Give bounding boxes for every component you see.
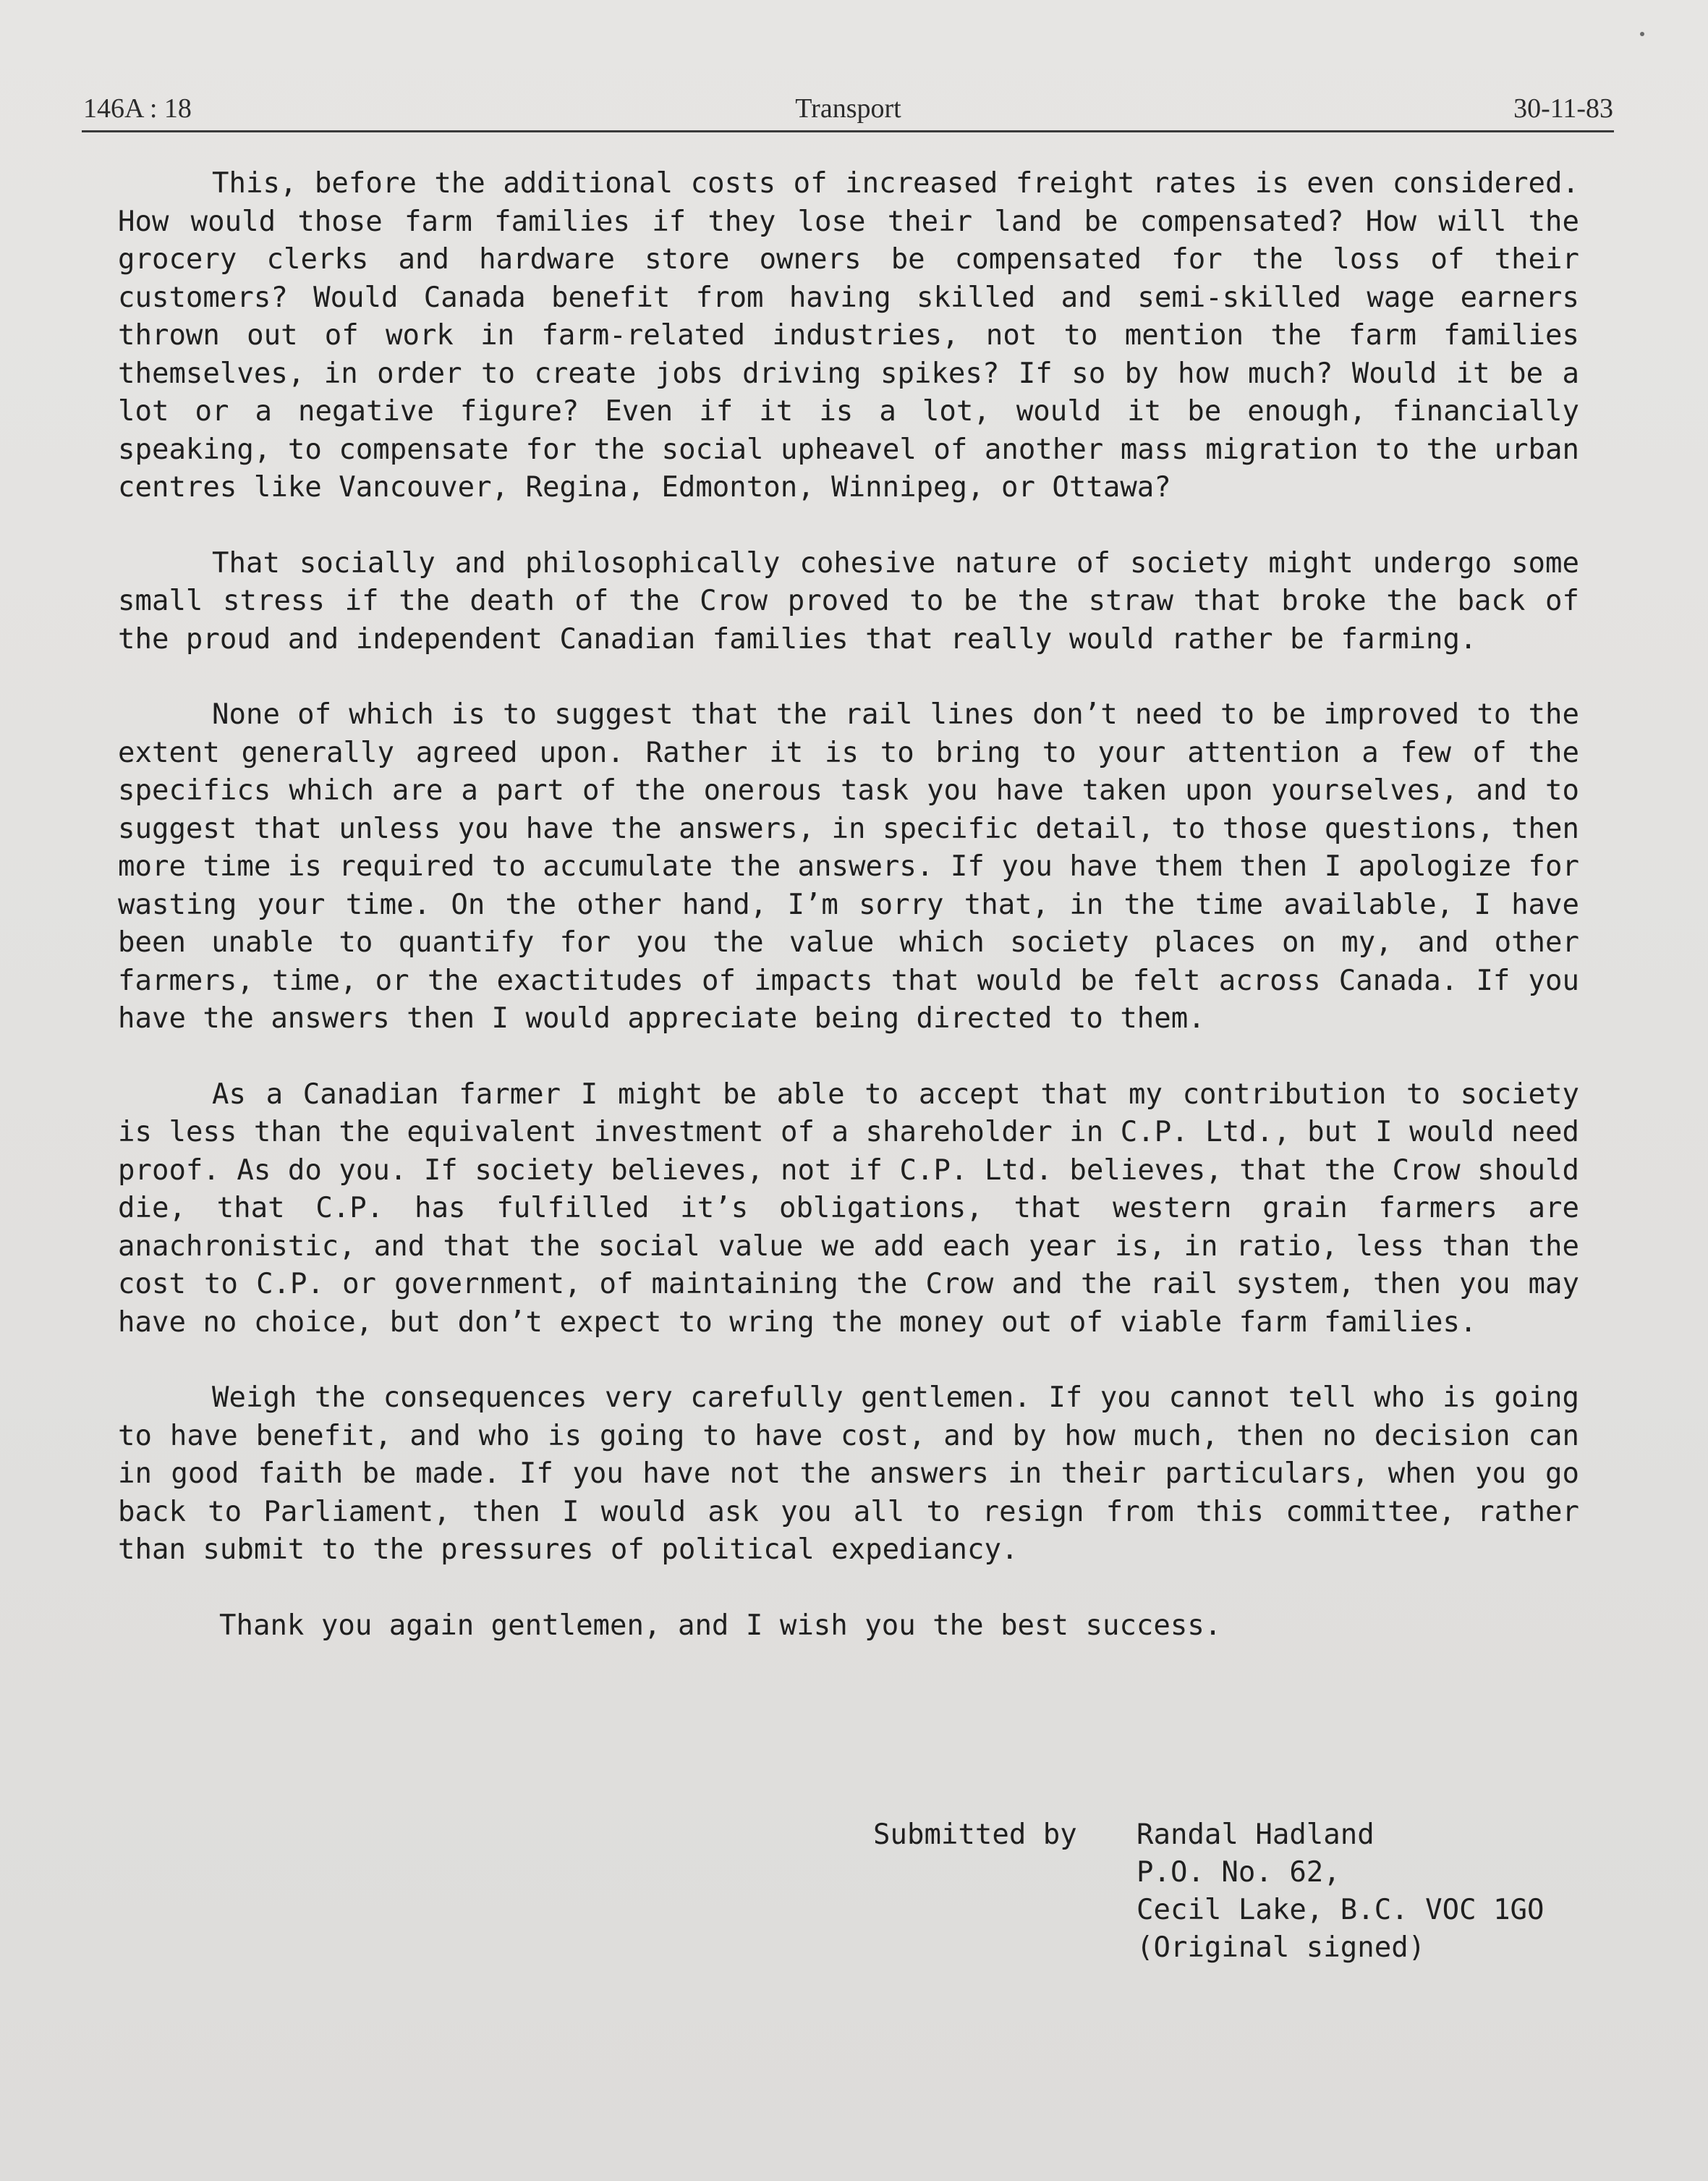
paragraph-3: None of which is to suggest that the rail lines don’t need to be improved to the extent generally agreed upon. Rather it is to bring to your attention a few of the specifics which are a part of the onerous task you have taken upon yourselves, and to suggest that unless you have the answers, in specific detail, to those questions, then more time is required to accumulate the answers. If you have them then I apologize for wasting your time. On the other hand, I’m sorry that, in the time available, I have been unable to quantify for you the value which society places on my, and other farmers, time, or the exactitudes of impacts that would be felt across Canada. If you have the answers then I would appreciate being directed to them. (118, 698, 1579, 1035)
address-line-1: P.O. No. 62, (1136, 1856, 1341, 1889)
signature-block (873, 1816, 1545, 1967)
signature-lines (1136, 1816, 1545, 1967)
page-date: 30-11-83 (1513, 93, 1613, 124)
page-header (83, 93, 1613, 133)
submitted-by-label: Submitted by (873, 1818, 1077, 1851)
paragraph-1: This, before the additional costs of increased freight rates is even considered. How would those farm families if they lose their land be compensated? How will the grocery clerks and hardware store owners be compensated for the loss of their customers? Would Canada benefit from having skilled and semi-skilled wage earners thrown out of work in farm-related industries, not to mention the farm families themselves, in order to create jobs driving spikes? If so by how much? Would it be a lot or a negative figure? Even if it is a lot, would it be enough, financially speaking, to compensate for the social upheavel of another mass migration to the urban centres like Vancouver, Regina, Edmonton, Winnipeg, or Ottawa? (118, 167, 1579, 504)
closing-line: Thank you again gentlemen, and I wish you the best success. (219, 1609, 1222, 1642)
paragraph-5: Weigh the consequences very carefully gentlemen. If you cannot tell who is going to have benefit, and who is going to have cost, and by how much, then no decision can in good faith be made. If you have not the answers in their particulars, when you go back to Parliament, then I would ask you all to resign from this committee, rather than submit to the pressures of political expediancy. (118, 1381, 1579, 1566)
paragraph-2: That socially and philosophically cohesive nature of society might undergo some small stress if the death of the Crow proved to be the straw that broke the back of the proud and independent Canadian families that really would rather be farming. (118, 546, 1579, 656)
signature-note: (Original signed) (1136, 1931, 1426, 1964)
paragraph-4: As a Canadian farmer I might be able to accept that my contribution to society is less than the equivalent investment of a shareholder in C.P. Ltd., but I would need proof. As do you. If society believes, not if C.P. Ltd. believes, that the Crow should die, that C.P. has fulfilled it’s obligations, that western grain farmers are anachronistic, and that the social value we add each year is, in ratio, less than the cost to C.P. or government, of maintaining the Crow and the rail system, then you may have no choice, but don’t expect to wring the money out of viable farm families. (118, 1077, 1579, 1339)
page-reference: 146A : 18 (83, 93, 192, 124)
header-rule (82, 130, 1614, 132)
paper-speck (1640, 32, 1644, 36)
author-name: Randal Hadland (1136, 1818, 1375, 1851)
section-title: Transport (795, 93, 901, 124)
address-line-2: Cecil Lake, B.C. VOC 1GO (1136, 1894, 1545, 1926)
letter-body (118, 165, 1579, 1645)
